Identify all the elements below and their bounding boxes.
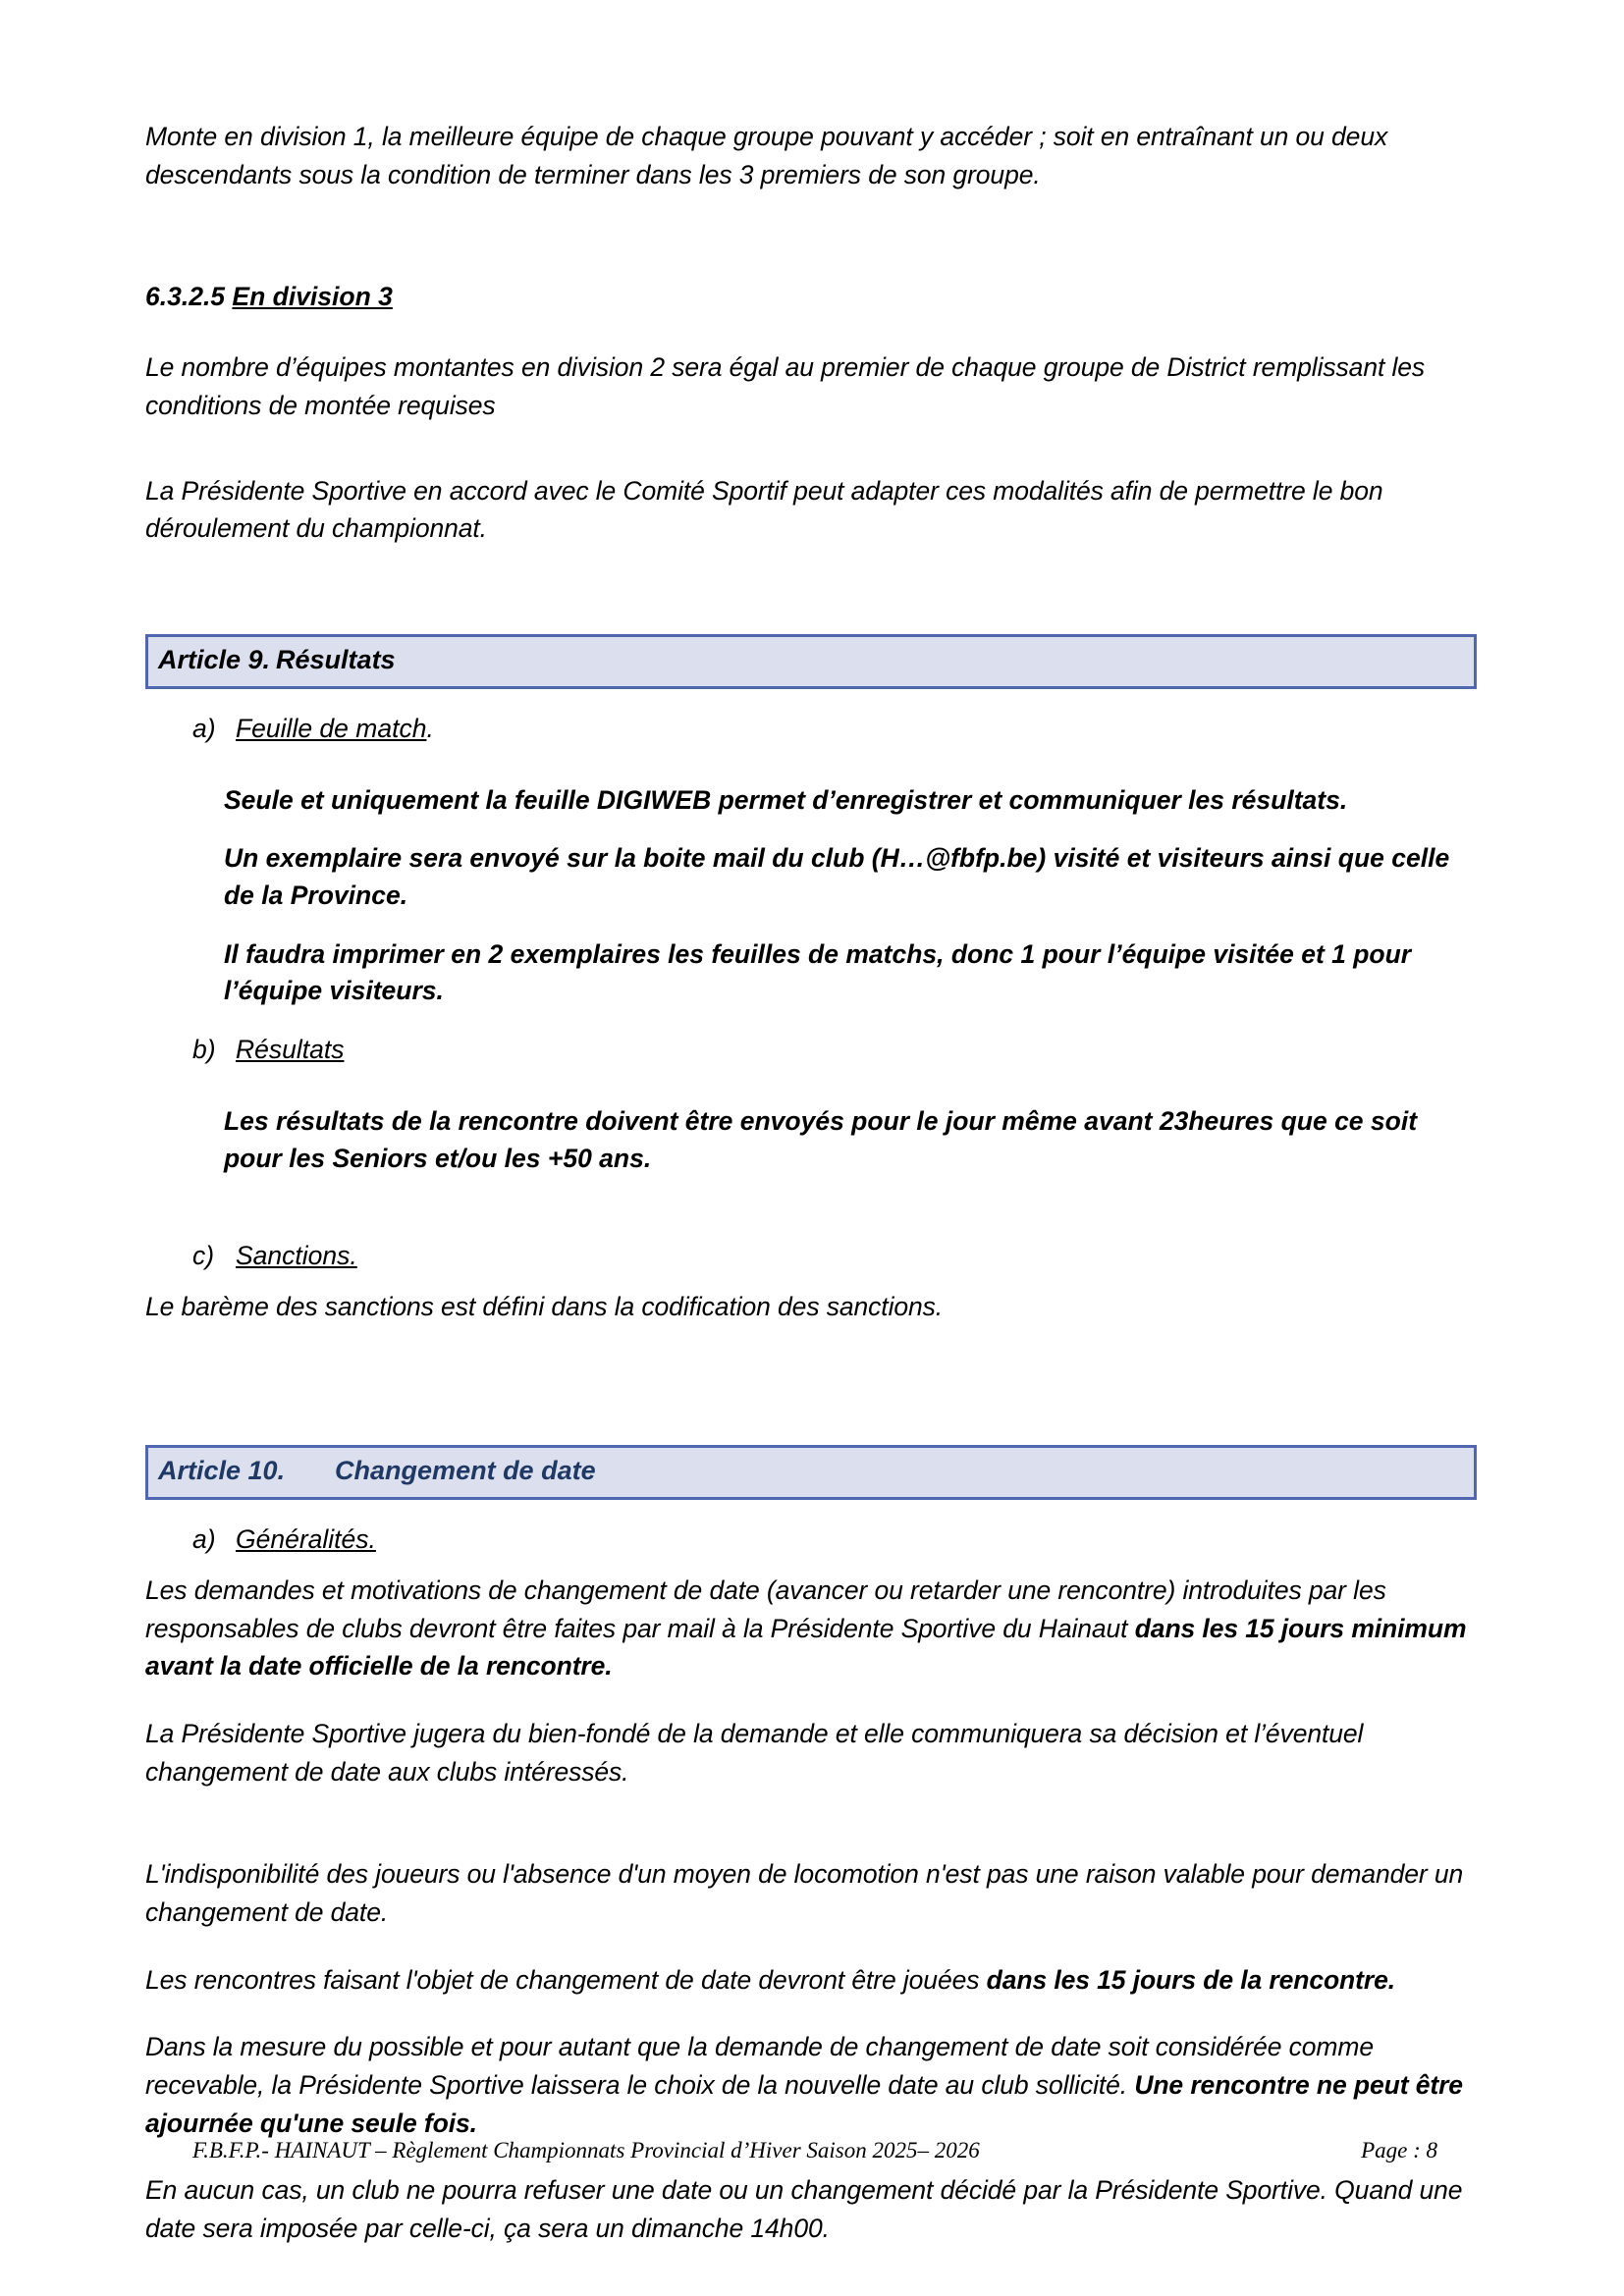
subsection-heading-6325 bbox=[145, 280, 1479, 315]
page-content bbox=[145, 118, 1479, 2256]
list-item-label: Sanctions. bbox=[236, 1241, 357, 1271]
article-10-paragraph-4 bbox=[145, 1961, 1479, 2000]
spacer bbox=[145, 1199, 1479, 1238]
list-marker: b) bbox=[192, 1034, 216, 1064]
list-item-label: Généralités. bbox=[236, 1523, 376, 1554]
list-item-text bbox=[236, 711, 434, 747]
spacer bbox=[145, 451, 1479, 472]
list-item-text bbox=[236, 1032, 344, 1068]
subsection-title: En division 3 bbox=[232, 282, 393, 312]
article-10-paragraph-1 bbox=[145, 1572, 1479, 1685]
list-item-text bbox=[236, 1238, 357, 1274]
article-10-p5-text: Dans la mesure du possible et pour autant que la demande de changement de date soit considérée comme recevable, la Présidente Sportive laissera le choix de la nouvelle date au club sollicité. bbox=[145, 2032, 1375, 2101]
article-10-paragraph-2: La Présidente Sportive jugera du bien-fondé de la demande et elle communiquera sa décision et l’éventuel changement de date aux clubs intéressés. bbox=[145, 1718, 1364, 1787]
spacer bbox=[145, 1940, 1479, 1961]
article-10-p1-text: Les demandes et motivations de changement de date (avancer ou retarder une rencontre) introduites par les responsables de clubs devront être faites par mail à la Présidente Sportive du Hainaut bbox=[145, 1575, 1386, 1643]
list-item-text bbox=[236, 1522, 376, 1558]
article-9-banner-text: Article 9. Résultats bbox=[158, 644, 396, 674]
spacer bbox=[145, 761, 1479, 782]
spacer bbox=[145, 1816, 1479, 1855]
article-9-banner bbox=[145, 634, 1477, 689]
list-item-label-tail: . bbox=[426, 713, 434, 743]
article-9a-block-3: Il faudra imprimer en 2 exemplaires les feuilles de matchs, donc 1 pour l’équipe visitée et 1 pour l’équipe visiteurs. bbox=[224, 938, 1412, 1006]
article-10-item-a bbox=[145, 1522, 1479, 1558]
intro-paragraph: Monte en division 1, la meilleure équipe de chaque groupe pouvant y accéder ; soit en entraînant un ou deux descendants sous la condition de terminer dans les 3 premiers de son groupe. bbox=[145, 122, 1388, 189]
spacer bbox=[145, 573, 1479, 634]
article-10-banner bbox=[145, 1445, 1477, 1500]
article-10-p4-emphasis: dans les 15 jours de la rencontre. bbox=[986, 1964, 1395, 1995]
article-9a-block-2: Un exemplaire sera envoyé sur la boite mail du club (H…@fbfp.be) visité et visiteurs ainsi que celle de la Province. bbox=[224, 843, 1450, 910]
section-6325-paragraph-1: Le nombre d’équipes montantes en division 2 sera égal au premier de chaque groupe de District remplissant les conditions de montée requises bbox=[145, 352, 1426, 420]
spacer bbox=[145, 1693, 1479, 1715]
article-9-item-c bbox=[145, 1238, 1479, 1274]
article-9-item-b bbox=[145, 1032, 1479, 1068]
article-10-banner-text: Article 10. Changement de date bbox=[158, 1455, 596, 1485]
list-item-label: Résultats bbox=[236, 1034, 345, 1064]
spacer bbox=[145, 689, 1479, 711]
section-6325-paragraph-2: La Présidente Sportive en accord avec le Comité Sportif peut adapter ces modalités afin de permettre le bon déroulement du championnat. bbox=[145, 475, 1383, 544]
article-10-p4-text: Les rencontres faisant l'objet de changement de date devront être jouées bbox=[145, 1964, 987, 1995]
article-10-p5-emphasis: Une rencontre ne peut être ajournée qu'une seule fois. bbox=[145, 2070, 1463, 2138]
article-9-closing-paragraph: Le barème des sanctions est défini dans la codification des sanctions. bbox=[145, 1292, 944, 1322]
footer-left-text: F.B.F.P.- HAINAUT – Règlement Championnats Provincial d’Hiver Saison 2025– 2026 bbox=[192, 2138, 980, 2163]
article-10-paragraph-5 bbox=[145, 2028, 1479, 2142]
list-item-label: Feuille de match bbox=[236, 713, 427, 743]
list-marker: a) bbox=[192, 713, 216, 743]
article-10-p1-emphasis: dans les 15 jours minimum avant la date officielle de la rencontre. bbox=[145, 1613, 1467, 1682]
spacer bbox=[145, 2006, 1479, 2028]
spacer bbox=[145, 1500, 1479, 1522]
article-10-paragraph-6: En aucun cas, un club ne pourra refuser une date ou un changement décidé par la Présidente Sportive. Quand une date sera imposée par celle-ci, ça sera un dimanche 14h00. bbox=[145, 2175, 1463, 2244]
spacer bbox=[145, 1352, 1479, 1445]
list-marker: c) bbox=[192, 1241, 215, 1271]
list-marker: a) bbox=[192, 1523, 216, 1554]
spacer bbox=[145, 219, 1479, 280]
article-9b-block-1: Les résultats de la rencontre doivent être envoyés pour le jour même avant 23heures que ce soit pour les Seniors et/ou les +50 ans. bbox=[224, 1105, 1418, 1173]
article-9a-block-1: Seule et uniquement la feuille DIGIWEB permet d’enregistrer et communiquer les résultats. bbox=[224, 784, 1348, 815]
subsection-number: 6.3.2.5 bbox=[145, 282, 226, 312]
footer-page-number: Page : 8 bbox=[1361, 2138, 1437, 2163]
spacer bbox=[145, 1082, 1479, 1103]
article-10-paragraph-3: L'indisponibilité des joueurs ou l'absence d'un moyen de locomotion n'est pas une raison valable pour demander un changement de date. bbox=[145, 1859, 1464, 1927]
article-9-item-a bbox=[145, 711, 1479, 747]
page-footer bbox=[192, 2138, 1479, 2163]
